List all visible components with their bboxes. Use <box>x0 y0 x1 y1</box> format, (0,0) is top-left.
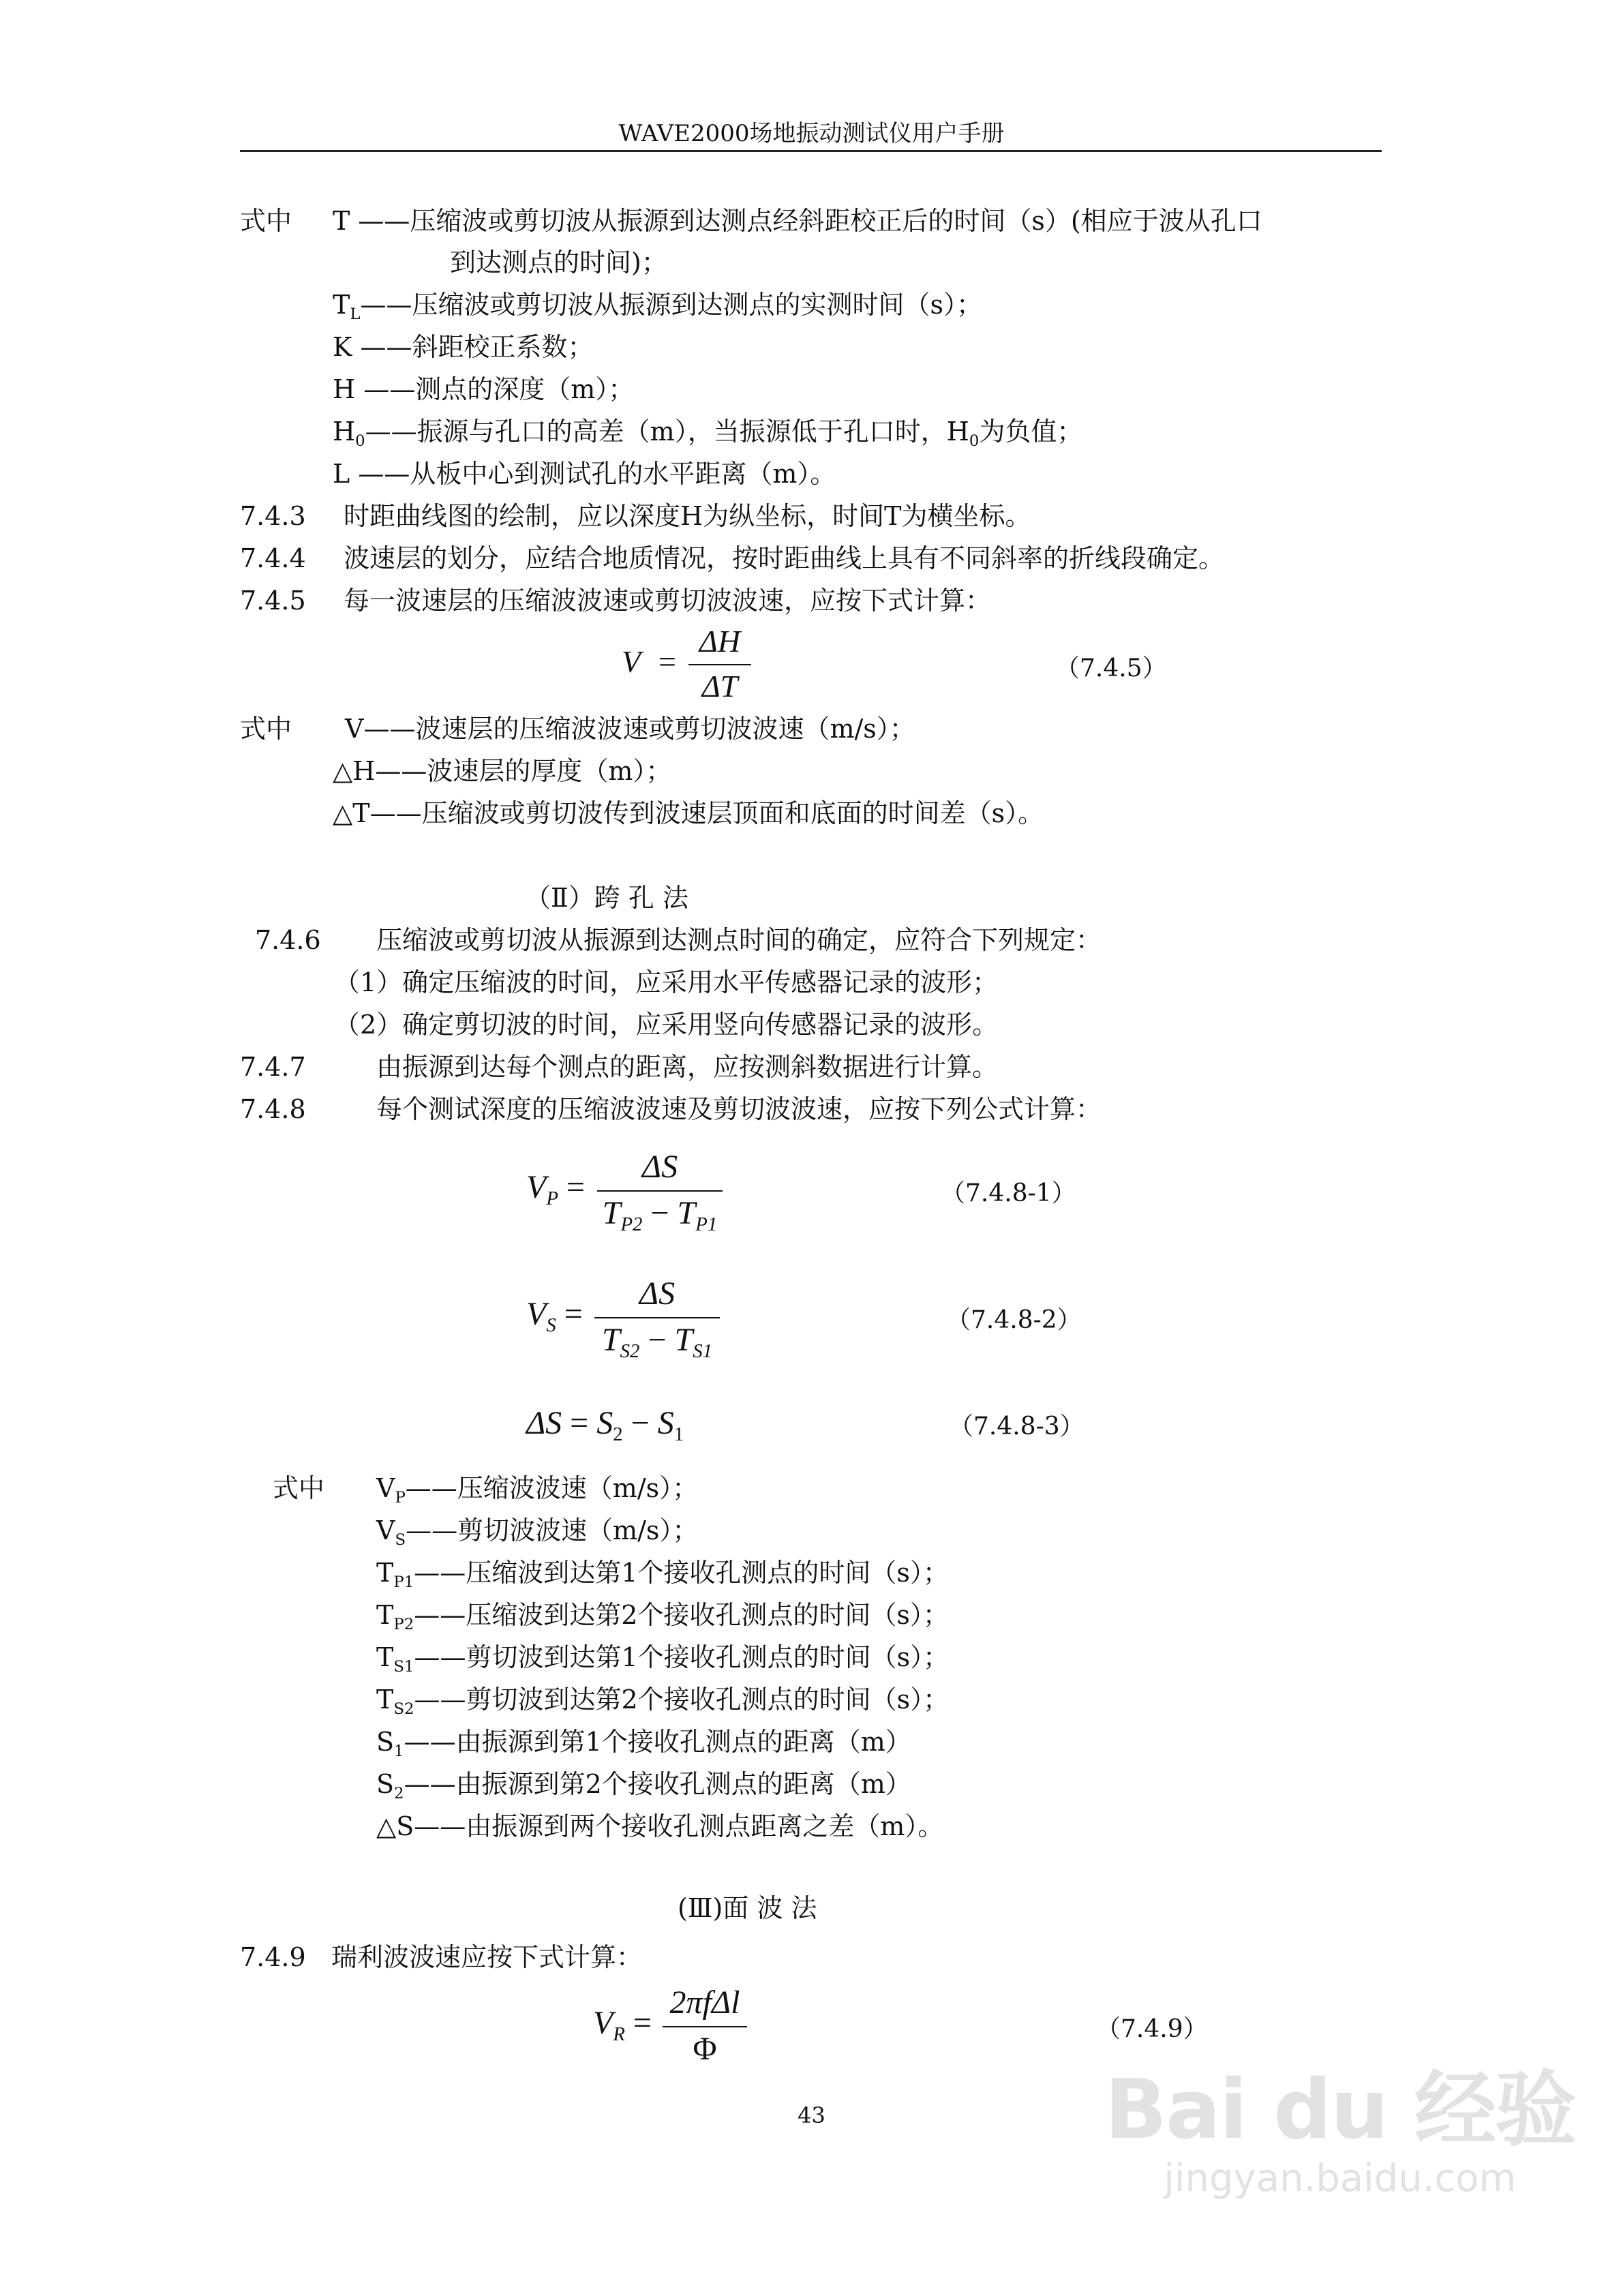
shizhong-label-3: 式中 <box>273 1473 325 1503</box>
eq7481-Ta-sub: P2 <box>620 1213 643 1236</box>
clause-num-747: 7.4.7 <box>240 1052 306 1082</box>
eq749-equals: = <box>633 2005 652 2041</box>
definition-symbol: S <box>376 1769 395 1799</box>
eq7482-Tb: T <box>674 1322 693 1358</box>
clause-text-747: 由振源到达每个测点的距离，应按测斜数据进行计算。 <box>376 1052 999 1082</box>
symbol-definition <box>376 1560 949 1590</box>
clause-text-748: 每个测试深度的压缩波波速及剪切波波速，应按下列公式计算： <box>376 1094 1102 1124</box>
def-V: V——波速层的压缩波波速或剪切波波速（m/s）； <box>345 714 915 744</box>
eq7482-V: V <box>526 1296 547 1332</box>
eq7481-bar <box>597 1190 723 1192</box>
eq7482-numerator: ΔS <box>639 1275 676 1312</box>
definition-symbol: V <box>376 1473 395 1503</box>
definition-symbol: △S <box>376 1811 414 1841</box>
definition-symbol: T <box>376 1642 394 1672</box>
def-H0-sub: 0 <box>355 432 365 450</box>
clause-text-746: 压缩波或剪切波从振源到达测点时间的确定，应符合下列规定： <box>376 925 1102 955</box>
eq7483-S2-sub: 2 <box>613 1423 623 1446</box>
running-header: WAVE2000场地振动测试仪用户手册 <box>618 120 1005 147</box>
eq7482-Tb-sub: S1 <box>693 1340 713 1363</box>
symbol-definition <box>376 1729 911 1759</box>
def-TL-sym: T <box>333 290 350 320</box>
definition-text: ——由振源到第1个接收孔测点的距离（m） <box>404 1727 911 1757</box>
def-T-cont: 到达测点的时间)； <box>450 247 667 277</box>
def-deltaT: △T——压缩波或剪切波传到波速层顶面和底面的时间差（s）。 <box>333 798 1044 828</box>
eq745-denominator: ΔT <box>701 669 738 704</box>
definition-text: ——剪切波到达第2个接收孔测点的时间（s）； <box>414 1685 950 1715</box>
section-title-crosshole: （Ⅱ）跨 孔 法 <box>525 883 688 913</box>
eq745-bar <box>688 664 751 665</box>
eq749-fraction <box>663 1984 747 2067</box>
clause-text-744: 波速层的划分，应结合地质情况，按时距曲线上具有不同斜率的折线段确定。 <box>344 543 1225 573</box>
eq745-numerator: ΔH <box>699 624 741 659</box>
eq7483-lhs: ΔS <box>526 1405 562 1441</box>
symbol-definition <box>376 1517 698 1548</box>
def-TL-sub: L <box>350 305 361 323</box>
eq745-label: （7.4.5） <box>1055 654 1167 682</box>
clause-num-743: 7.4.3 <box>240 501 306 531</box>
clause-text-749: 瑞利波波速应按下式计算： <box>331 1942 643 1972</box>
eq7482-Ta: T <box>601 1322 620 1358</box>
eq7483-S1-sub: 1 <box>673 1423 684 1446</box>
eq7482-minus: − <box>648 1322 667 1358</box>
eq7481-Ta: T <box>602 1195 621 1231</box>
eq7481-V: V <box>526 1169 547 1205</box>
eq7481-fraction <box>597 1151 723 1235</box>
eq7482-fraction <box>594 1275 720 1363</box>
definition-symbol-subscript: 2 <box>394 1784 404 1802</box>
clause-num-749: 7.4.9 <box>240 1942 306 1972</box>
eq749-denominator: Φ <box>693 2031 717 2067</box>
eq749-label: （7.4.9） <box>1096 2015 1208 2043</box>
symbol-definition <box>376 1687 949 1717</box>
eq7483-equals: = <box>570 1405 589 1441</box>
definition-symbol: S <box>376 1727 395 1757</box>
definition-text: ——剪切波到达第1个接收孔测点的时间（s）； <box>414 1642 950 1672</box>
eq745-fraction <box>688 626 751 702</box>
symbol-definition <box>376 1644 949 1675</box>
clause-num-748: 7.4.8 <box>240 1094 306 1124</box>
rule-746-1: （1）确定压缩波的时间，应采用水平传感器记录的波形； <box>334 967 999 997</box>
eq749-bar <box>663 2026 747 2027</box>
eq7483-label: （7.4.8-3） <box>949 1413 1084 1440</box>
eq7482-equals: = <box>564 1296 583 1332</box>
rule-746-2: （2）确定剪切波的时间，应采用竖向传感器记录的波形。 <box>334 1010 999 1040</box>
definition-text: ——由振源到两个接收孔测点距离之差（m）。 <box>414 1811 944 1841</box>
def-H0 <box>333 419 1082 449</box>
def-TL <box>333 292 982 322</box>
def-H0-sub2: 0 <box>969 432 980 450</box>
eq7482-Ta-sub: S2 <box>620 1340 640 1363</box>
eq7481-equals: = <box>566 1169 585 1205</box>
def-L: L ——从板中心到测试孔的水平距离（m）。 <box>333 459 836 489</box>
clause-num-744: 7.4.4 <box>240 543 306 573</box>
eq7483-minus: − <box>631 1405 650 1441</box>
eq7482-bar <box>594 1317 720 1318</box>
eq749-lhs <box>593 2007 652 2044</box>
definition-symbol: V <box>376 1515 395 1545</box>
shizhong-label-1: 式中 <box>240 206 292 236</box>
page-number: 43 <box>798 2102 825 2128</box>
eq745-lhs: V <box>622 644 641 679</box>
def-H0-text: ——振源与孔口的高差（m），当振源低于孔口时，H <box>365 417 969 447</box>
def-K: K ——斜距校正系数； <box>333 332 594 362</box>
baidu-jingyan-watermark <box>1105 2044 1575 2201</box>
clause-num-746: 7.4.6 <box>255 925 321 955</box>
definition-text: ——压缩波波速（m/s）； <box>405 1473 699 1503</box>
eq7483-S1: S <box>657 1405 674 1441</box>
eq7482-lhs <box>526 1298 583 1335</box>
definition-text: ——由振源到第2个接收孔测点的距离（m） <box>404 1769 911 1799</box>
def-deltaH: △H——波速层的厚度（m）； <box>333 756 672 786</box>
symbol-definition <box>376 1813 943 1839</box>
definition-text: ——压缩波到达第2个接收孔测点的时间（s）； <box>414 1600 949 1630</box>
definition-symbol-subscript: S1 <box>393 1657 414 1676</box>
watermark-logo: Bai du 经验 <box>1104 2063 1575 2158</box>
eq7481-lhs <box>526 1171 585 1209</box>
header-rule <box>240 150 1382 152</box>
eq7481-Tb-sub: P1 <box>695 1213 718 1236</box>
definition-symbol: T <box>376 1558 394 1588</box>
symbol-definition <box>376 1771 911 1802</box>
definition-symbol-subscript: P1 <box>393 1573 414 1591</box>
clause-text-745: 每一波速层的压缩波波速或剪切波波速，应按下式计算： <box>344 586 992 616</box>
eq7483-S2: S <box>596 1405 613 1441</box>
definition-text: ——剪切波波速（m/s）； <box>406 1515 699 1545</box>
eq7482-label: （7.4.8-2） <box>946 1306 1082 1334</box>
definition-symbol: T <box>376 1600 394 1630</box>
eq7481-Tb: T <box>677 1195 696 1231</box>
def-T: T ——压缩波或剪切波从振源到达测点经斜距校正后的时间（s）(相应于波从孔口 <box>333 206 1262 236</box>
definition-symbol-subscript: 1 <box>394 1742 404 1760</box>
eq749-V: V <box>593 2005 613 2041</box>
eq745-equals: = <box>658 644 676 679</box>
eq7482-denominator <box>594 1324 720 1361</box>
definition-text: ——压缩波到达第1个接收孔测点的时间（s）； <box>414 1558 949 1588</box>
definition-symbol: T <box>376 1685 394 1715</box>
shizhong-label-2: 式中 <box>240 714 292 744</box>
symbol-definition <box>376 1475 698 1506</box>
eq7481-numerator: ΔS <box>641 1149 678 1185</box>
definition-symbol-subscript: P2 <box>393 1615 414 1633</box>
definition-symbol-subscript: S <box>395 1530 406 1549</box>
def-TL-text: ——压缩波或剪切波从振源到达测点的实测时间（s）； <box>360 290 983 320</box>
def-H0-sym: H <box>333 417 356 447</box>
eq749-V-sub: R <box>613 2023 625 2046</box>
def-H0-text2: 为负值； <box>979 417 1083 447</box>
eq7481-minus: − <box>650 1195 669 1231</box>
eq749-numerator: 2πfΔl <box>669 1984 740 2021</box>
watermark-url: jingyan.baidu.com <box>1164 2156 1517 2201</box>
eq7481-denominator <box>597 1197 723 1235</box>
clause-num-745: 7.4.5 <box>240 586 306 616</box>
definition-symbol-subscript: P <box>395 1488 406 1507</box>
eq7483 <box>526 1407 684 1445</box>
symbol-definition <box>376 1602 949 1633</box>
def-H: H ——测点的深度（m）； <box>333 374 635 404</box>
eq7481-V-sub: P <box>546 1188 558 1210</box>
section-title-surface-wave: (Ⅲ)面 波 法 <box>678 1893 817 1923</box>
eq7481-label: （7.4.8-1） <box>941 1179 1076 1207</box>
eq7482-V-sub: S <box>546 1314 556 1337</box>
clause-text-743: 时距曲线图的绘制，应以深度H为纵坐标，时间T为横坐标。 <box>344 501 1031 531</box>
definition-symbol-subscript: S2 <box>393 1700 414 1718</box>
